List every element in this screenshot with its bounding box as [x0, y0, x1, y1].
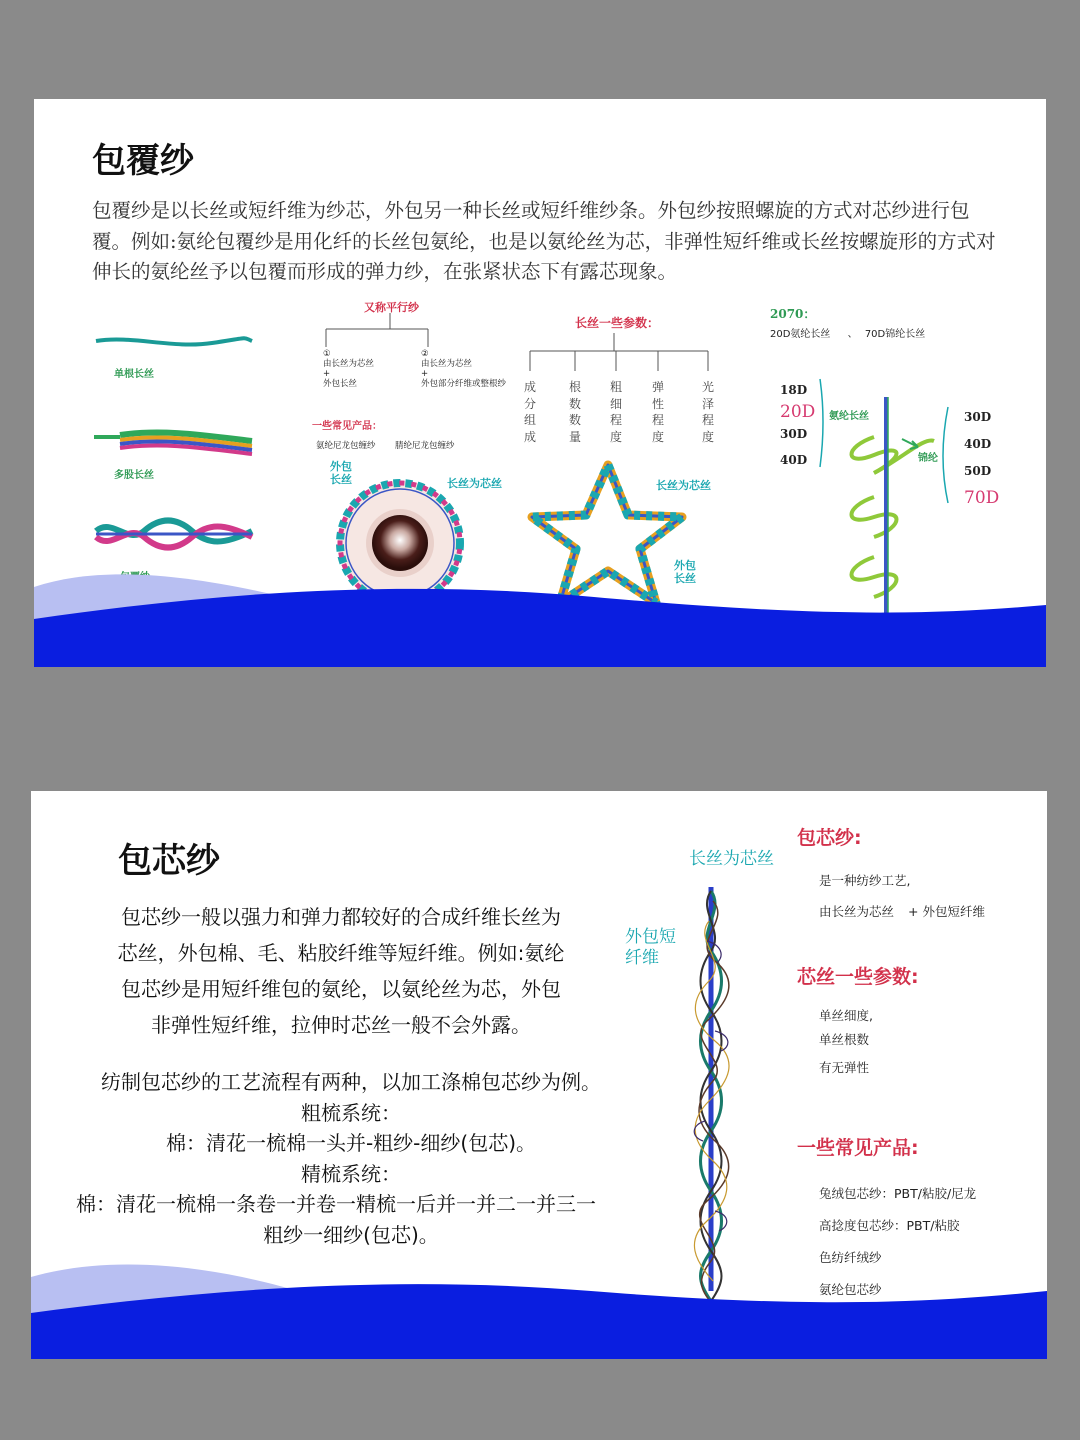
slide1-paragraph: 包覆纱是以长丝或短纤维为纱芯，外包另一种长丝或短纤维纱条。外包纱按照螺旋的方式对芯纱进行包覆。例如:氨纶包覆纱是用化纤的长丝包氨纶，也是以氨纶丝为芯，非弹性短纤维或长丝按螺旋形的方式对伸长的氨纶丝予以包覆而形成的弹力纱，在张紧状态下有露芯现象。 [92, 199, 996, 283]
spec-title: 2070： [770, 307, 816, 321]
tree-branch-2: ② 由长丝为芯丝 + 外包部分纤维或整根纱 [421, 349, 507, 389]
decorative-wave [31, 1249, 1047, 1359]
slide-core-spun-yarn [31, 791, 1047, 1359]
wrap-label: 外包短纤维 [625, 927, 676, 968]
definition-title: 包芯纱: [797, 827, 862, 849]
star-outer-label: 外包长丝 [674, 559, 696, 585]
core-product-item: 氨纶包芯纱 [819, 1282, 882, 1297]
definition-line: 由长丝为芯丝 + 外包短纤维 [819, 904, 985, 919]
param-column: 根数数量 [569, 380, 582, 444]
param-column: 光泽程度 [702, 380, 715, 444]
core-params-title: 芯丝一些参数: [797, 966, 919, 988]
right-denier-list: 30D 40D 50D 70D [964, 410, 1000, 508]
products-title: 一些常见产品： [312, 421, 382, 432]
yarn-type-label-single: 单根长丝 [114, 369, 154, 380]
spec-line: 20D氨纶长丝 、 70D锦纶长丝 [770, 329, 926, 340]
core-product-item: 兔绒包芯纱：PBT/粘胶/尼龙 [819, 1186, 977, 1201]
param-column: 粗细程度 [610, 380, 623, 444]
slide2-paragraph: 包芯纱一般以强力和弹力都较好的合成纤维长丝为 芯丝，外包棉、毛、粘胶纤维等短纤维。例如:氨纶 包芯纱是用短纤维包的氨纶，以氨纶丝为芯，外包 非弹性短纤维，拉伸时芯丝一般不会外露。 [117, 905, 565, 1037]
tree-lines [324, 311, 434, 351]
slide2-title: 包芯纱 [118, 841, 220, 881]
params-lines [524, 331, 714, 373]
core-param-item: 有无弹性 [819, 1060, 870, 1075]
left-denier-list: 18D 20D 30D 40D [780, 383, 816, 467]
spandex-label: 氨纶长丝 [829, 411, 869, 422]
core-spun-yarn-illustration [691, 881, 801, 1311]
star-core-label: 长丝为芯丝 [656, 479, 711, 492]
yarn-type-label-multi: 多股长丝 [114, 470, 154, 481]
tree-title: 又称平行纱 [364, 301, 419, 314]
process-block: 纺制包芯纱的工艺流程有两种，以加工涤棉包芯纱为例。 粗梳系统： 棉：清花一梳棉一头并-粗纱-细纱(包芯)。 精梳系统： 棉：清花一梳棉一条卷一并卷一精梳一后并一并二一并三一 粗纱一细纱(包芯)。 [76, 1070, 601, 1247]
core-products-title: 一些常见产品: [797, 1137, 919, 1159]
param-column: 成分组成 [524, 380, 537, 444]
core-param-item: 单丝细度, [819, 1008, 873, 1023]
product-item: 氨纶尼龙包缠纱 [316, 441, 376, 451]
definition-line: 是一种纺纱工艺, [819, 873, 911, 888]
circle-core-label: 长丝为芯丝 [447, 477, 502, 490]
params-title: 长丝一些参数： [575, 316, 660, 330]
core-product-item: 色纺纤绒纱 [819, 1250, 882, 1265]
param-column: 弹性程度 [652, 380, 665, 444]
core-label: 长丝为芯丝 [689, 849, 774, 869]
slide1-title: 包覆纱 [92, 141, 194, 181]
tree-branch-1: ① 由长丝为芯丝 + 外包长丝 [323, 349, 375, 389]
decorative-wave [34, 557, 1046, 667]
core-param-item: 单丝根数 [819, 1032, 870, 1047]
nylon-label: 锦纶 [918, 453, 938, 464]
circle-outer-label: 外包长丝 [330, 460, 352, 486]
core-product-item: 高捻度包芯纱：PBT/粘胶 [819, 1218, 960, 1233]
slide-wrapped-yarn [34, 99, 1046, 667]
product-item: 腈纶尼龙包缠纱 [395, 441, 455, 451]
